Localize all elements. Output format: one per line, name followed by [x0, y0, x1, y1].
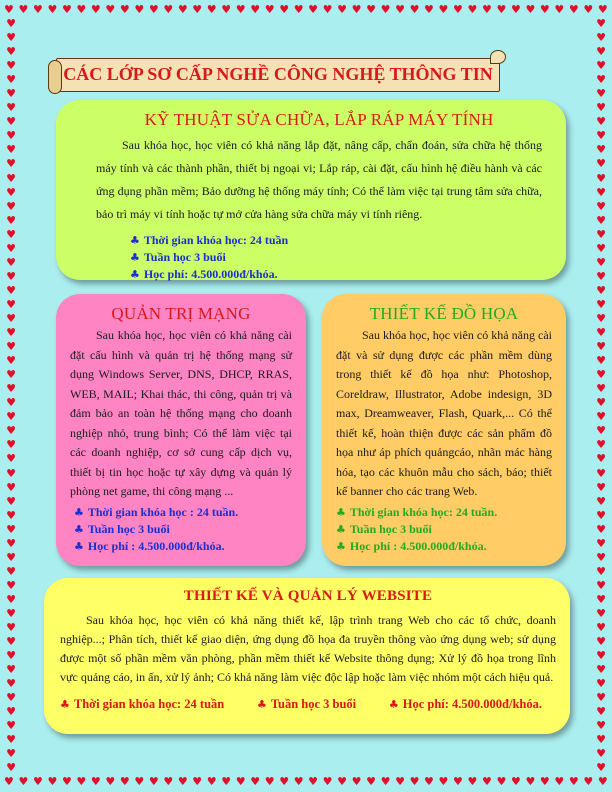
heart-icon: ♥	[597, 775, 608, 788]
heart-icon: ♥	[596, 494, 606, 508]
heart-icon: ♥	[6, 424, 16, 438]
heart-icon: ♥	[235, 775, 246, 788]
heart-icon: ♥	[596, 649, 606, 663]
heart-icon: ♥	[554, 3, 565, 16]
heart-icon: ♥	[6, 199, 16, 213]
heart-icon: ♥	[596, 31, 606, 45]
heart-icon: ♥	[568, 3, 579, 16]
heart-icon: ♥	[6, 621, 16, 635]
heart-icon: ♥	[568, 775, 579, 788]
heart-icon: ♥	[395, 775, 405, 788]
heart-icon: ♥	[250, 775, 261, 788]
heart-icon: ♥	[61, 3, 72, 16]
course-duration: ♣ Thời gian khóa học: 24 tuần.	[336, 504, 498, 519]
heart-icon: ♥	[380, 775, 391, 788]
course-card-graphic-design	[322, 294, 566, 566]
club-icon: ♣	[60, 698, 70, 711]
course-title: KỸ THUẬT SỬA CHỮA, LẮP RÁP MÁY TÍNH	[144, 110, 494, 129]
course-description: Sau khóa học, học viên có khả năng cài đặt và sử dụng được các phần mềm dùng trong thiết kế đồ họa như: Photoshop, Coreldraw, Illustrator, Adobe indesign, 3D max, Dreamweaver, Flash, Quark,... Có thể thiết kế, hoàn thiện được các sản phẩm đồ họa như áp phích quảngcáo, nhãn mác hàng hóa, tạo các khuôn mẫu cho sách, báo; thiết kế banner cho các trang Web.	[336, 328, 552, 498]
heart-icon: ♥	[6, 761, 16, 775]
heart-icon: ♥	[6, 129, 16, 143]
heart-icon: ♥	[76, 775, 87, 788]
heart-icon: ♥	[6, 508, 16, 522]
heart-icon: ♥	[583, 775, 594, 788]
heart-icon: ♥	[596, 747, 606, 761]
heart-icon: ♥	[596, 733, 606, 747]
course-info-list	[74, 504, 292, 555]
heart-icon: ♥	[596, 466, 606, 480]
course-info-row	[60, 697, 556, 712]
heart-icon: ♥	[539, 3, 550, 16]
heart-icon: ♥	[6, 283, 16, 297]
heart-icon: ♥	[596, 171, 606, 185]
heart-icon: ♥	[596, 621, 606, 635]
heart-icon: ♥	[6, 536, 16, 550]
heart-icon: ♥	[221, 3, 232, 16]
course-fee: ♣ Học phí: 4.500.000đ/khóa.	[388, 697, 542, 711]
heart-icon: ♥	[467, 775, 478, 788]
heart-icon: ♥	[61, 775, 72, 788]
heart-icon: ♥	[308, 3, 319, 16]
heart-icon: ♥	[177, 775, 188, 788]
heart-icon: ♥	[6, 45, 16, 59]
heart-icon: ♥	[596, 592, 606, 606]
heart-icon: ♥	[6, 592, 16, 606]
club-icon: ♣	[256, 698, 267, 711]
heart-icon: ♥	[596, 143, 606, 157]
heart-icon: ♥	[206, 3, 217, 16]
heart-icon: ♥	[163, 775, 174, 788]
heart-icon: ♥	[6, 269, 16, 283]
heart-icon: ♥	[76, 3, 87, 16]
heart-icon: ♥	[380, 3, 391, 16]
heart-icon: ♥	[366, 775, 376, 788]
heart-icon: ♥	[596, 705, 606, 719]
heart-icon: ♥	[105, 3, 116, 16]
heart-icon: ♥	[351, 775, 362, 788]
heart-icon: ♥	[6, 354, 16, 368]
heart-border-right	[595, 18, 607, 774]
course-title: THIẾT KẾ VÀ QUẢN LÝ WEBSITE	[183, 588, 433, 604]
heart-icon: ♥	[90, 775, 101, 788]
course-title: THIẾT KẾ ĐỒ HỌA	[369, 304, 519, 323]
heart-icon: ♥	[596, 87, 606, 101]
course-duration: ♣ Thời gian khóa học: 24 tuần	[60, 697, 225, 711]
heart-icon: ♥	[6, 522, 16, 536]
heart-icon: ♥	[293, 3, 304, 16]
heart-icon: ♥	[596, 129, 606, 143]
heart-border-left	[5, 18, 17, 774]
heart-icon: ♥	[438, 3, 449, 16]
heart-icon: ♥	[6, 213, 16, 227]
heart-icon: ♥	[366, 3, 376, 16]
heart-icon: ♥	[6, 578, 16, 592]
heart-icon: ♥	[596, 438, 606, 452]
club-icon: ♣	[74, 522, 84, 536]
heart-icon: ♥	[264, 775, 275, 788]
course-description: Sau khóa học, học viên có khả năng lắp đặt, nâng cấp, chẩn đoán, sửa chữa hệ thống máy tính và các thành phần, thiết bị ngoại vi; Lắp ráp, cài đặt, cấu hình hệ điều hành và các ứng dụng phần mềm; Bảo dưỡng hệ thống máy tính; Có thể làm việc tại trung tâm sửa chữa, bảo trì máy vi tính hoặc tự mở cửa hàng sửa chữa máy vi tính riêng.	[96, 138, 542, 221]
heart-icon: ♥	[18, 775, 29, 788]
heart-icon: ♥	[596, 761, 606, 775]
heart-icon: ♥	[596, 255, 606, 269]
heart-icon: ♥	[6, 550, 16, 564]
heart-icon: ♥	[235, 3, 246, 16]
heart-icon: ♥	[279, 775, 290, 788]
heart-icon: ♥	[148, 775, 159, 788]
heart-icon: ♥	[322, 775, 333, 788]
heart-icon: ♥	[6, 115, 16, 129]
heart-icon: ♥	[6, 227, 16, 241]
heart-icon: ♥	[119, 775, 130, 788]
heart-icon: ♥	[6, 255, 16, 269]
heart-icon: ♥	[438, 775, 449, 788]
course-card-web-design	[44, 578, 570, 734]
heart-icon: ♥	[119, 3, 130, 16]
heart-icon: ♥	[6, 438, 16, 452]
scroll-curl-left	[48, 60, 62, 94]
course-info-list	[130, 232, 542, 283]
heart-icon: ♥	[6, 396, 16, 410]
heart-icon: ♥	[596, 663, 606, 677]
heart-icon: ♥	[596, 115, 606, 129]
heart-icon: ♥	[308, 775, 319, 788]
heart-icon: ♥	[596, 480, 606, 494]
heart-icon: ♥	[596, 213, 606, 227]
heart-icon: ♥	[6, 311, 16, 325]
heart-icon: ♥	[337, 3, 348, 16]
heart-icon: ♥	[596, 536, 606, 550]
course-description: Sau khóa học, học viên có khả năng cài đặt cấu hình và quản trị hệ thống mạng sử dụng Windows Server, DNS, DHCP, RRAS, WEB, MAIL; Khai thác, thi công, quản trị và đảm bảo an toàn hệ thống mạng cho doanh nghiệp nhỏ, trung bình; Có thể làm việc tại các doanh nghiệp, cơ sở cung cấp dịch vụ, thiết bị tin học hoặc tự xây dựng và quản lý phòng net game, thi công mạng ...	[70, 328, 292, 498]
course-schedule: ♣ Tuần học 3 buổi	[256, 697, 357, 711]
heart-icon: ♥	[221, 775, 232, 788]
heart-icon: ♥	[596, 606, 606, 620]
heart-icon: ♥	[32, 775, 43, 788]
club-icon: ♣	[336, 522, 346, 536]
heart-icon: ♥	[554, 775, 565, 788]
heart-icon: ♥	[596, 199, 606, 213]
heart-icon: ♥	[6, 326, 16, 340]
heart-icon: ♥	[510, 775, 521, 788]
course-fee: ♣ Học phí : 4.500.000đ/khóa.	[336, 538, 487, 553]
heart-icon: ♥	[409, 775, 420, 788]
heart-icon: ♥	[596, 719, 606, 733]
heart-icon: ♥	[6, 606, 16, 620]
heart-icon: ♥	[525, 3, 536, 16]
title-banner	[48, 56, 500, 92]
heart-icon: ♥	[596, 340, 606, 354]
heart-icon: ♥	[596, 227, 606, 241]
heart-icon: ♥	[6, 185, 16, 199]
heart-icon: ♥	[6, 59, 16, 73]
heart-icon: ♥	[6, 171, 16, 185]
heart-icon: ♥	[6, 340, 16, 354]
heart-icon: ♥	[47, 775, 58, 788]
heart-icon: ♥	[6, 719, 16, 733]
course-schedule: ♣ Tuần học 3 buổi	[336, 521, 432, 536]
heart-icon: ♥	[596, 59, 606, 73]
heart-icon: ♥	[467, 3, 478, 16]
heart-icon: ♥	[596, 354, 606, 368]
heart-icon: ♥	[47, 3, 58, 16]
course-card-network-admin	[56, 294, 306, 566]
heart-icon: ♥	[322, 3, 333, 16]
heart-icon: ♥	[596, 578, 606, 592]
heart-icon: ♥	[6, 17, 16, 30]
heart-icon: ♥	[596, 283, 606, 297]
heart-icon: ♥	[6, 368, 16, 382]
heart-icon: ♥	[596, 368, 606, 382]
heart-icon: ♥	[596, 677, 606, 691]
heart-icon: ♥	[264, 3, 275, 16]
heart-icon: ♥	[596, 297, 606, 311]
course-schedule: ♣ Tuần học 3 buổi	[130, 250, 226, 264]
heart-icon: ♥	[6, 747, 16, 761]
scroll-curl-top	[490, 50, 506, 64]
heart-icon: ♥	[596, 241, 606, 255]
heart-border-bottom	[4, 776, 608, 788]
heart-icon: ♥	[192, 775, 203, 788]
heart-icon: ♥	[6, 663, 16, 677]
heart-icon: ♥	[596, 269, 606, 283]
club-icon: ♣	[336, 505, 346, 519]
heart-icon: ♥	[6, 649, 16, 663]
heart-icon: ♥	[424, 775, 434, 788]
course-duration: ♣ Thời gian khóa học : 24 tuần.	[74, 504, 239, 519]
club-icon: ♣	[130, 251, 140, 264]
heart-icon: ♥	[4, 3, 14, 16]
heart-icon: ♥	[597, 3, 608, 16]
heart-icon: ♥	[496, 775, 507, 788]
heart-icon: ♥	[596, 691, 606, 705]
heart-icon: ♥	[6, 480, 16, 494]
heart-icon: ♥	[453, 3, 463, 16]
course-title: QUẢN TRỊ MẠNG	[111, 304, 251, 323]
heart-icon: ♥	[453, 775, 463, 788]
course-info-list	[336, 504, 552, 555]
heart-icon: ♥	[596, 326, 606, 340]
heart-icon: ♥	[481, 775, 492, 788]
heart-icon: ♥	[596, 508, 606, 522]
heart-icon: ♥	[583, 3, 594, 16]
heart-icon: ♥	[6, 410, 16, 424]
heart-icon: ♥	[6, 297, 16, 311]
heart-icon: ♥	[18, 3, 29, 16]
heart-icon: ♥	[596, 311, 606, 325]
heart-icon: ♥	[596, 522, 606, 536]
club-icon: ♣	[130, 268, 140, 281]
course-duration: ♣ Thời gian khóa học: 24 tuần	[130, 233, 289, 247]
heart-icon: ♥	[6, 87, 16, 101]
course-fee: ♣ Học phí : 4.500.000đ/khóa.	[74, 538, 225, 553]
heart-icon: ♥	[596, 564, 606, 578]
heart-icon: ♥	[424, 3, 434, 16]
heart-icon: ♥	[6, 73, 16, 87]
heart-icon: ♥	[206, 775, 217, 788]
heart-icon: ♥	[6, 564, 16, 578]
club-icon: ♣	[130, 234, 140, 247]
heart-icon: ♥	[134, 775, 145, 788]
club-icon: ♣	[336, 539, 346, 553]
course-card-computer-repair	[56, 100, 566, 280]
heart-icon: ♥	[409, 3, 420, 16]
heart-icon: ♥	[32, 3, 43, 16]
heart-icon: ♥	[596, 185, 606, 199]
heart-icon: ♥	[6, 691, 16, 705]
heart-icon: ♥	[148, 3, 159, 16]
heart-icon: ♥	[6, 382, 16, 396]
page-title: CÁC LỚP SƠ CẤP NGHỀ CÔNG NGHỆ THÔNG TIN	[63, 64, 493, 84]
heart-icon: ♥	[6, 157, 16, 171]
heart-icon: ♥	[351, 3, 362, 16]
heart-icon: ♥	[6, 635, 16, 649]
heart-icon: ♥	[6, 143, 16, 157]
heart-icon: ♥	[481, 3, 492, 16]
heart-icon: ♥	[6, 241, 16, 255]
heart-icon: ♥	[6, 705, 16, 719]
heart-icon: ♥	[596, 101, 606, 115]
heart-icon: ♥	[177, 3, 188, 16]
heart-icon: ♥	[163, 3, 174, 16]
heart-icon: ♥	[337, 775, 348, 788]
heart-icon: ♥	[293, 775, 304, 788]
heart-icon: ♥	[279, 3, 290, 16]
heart-icon: ♥	[539, 775, 550, 788]
heart-icon: ♥	[596, 424, 606, 438]
heart-icon: ♥	[596, 45, 606, 59]
heart-icon: ♥	[192, 3, 203, 16]
heart-icon: ♥	[496, 3, 507, 16]
heart-icon: ♥	[596, 635, 606, 649]
heart-icon: ♥	[6, 466, 16, 480]
heart-icon: ♥	[4, 775, 14, 788]
heart-icon: ♥	[90, 3, 101, 16]
heart-icon: ♥	[510, 3, 521, 16]
heart-icon: ♥	[596, 410, 606, 424]
heart-icon: ♥	[395, 3, 405, 16]
course-schedule: ♣ Tuần học 3 buổi	[74, 521, 170, 536]
heart-icon: ♥	[134, 3, 145, 16]
heart-icon: ♥	[596, 73, 606, 87]
heart-icon: ♥	[596, 17, 606, 30]
heart-icon: ♥	[596, 157, 606, 171]
heart-icon: ♥	[596, 452, 606, 466]
heart-icon: ♥	[596, 396, 606, 410]
heart-icon: ♥	[596, 550, 606, 564]
heart-icon: ♥	[6, 733, 16, 747]
heart-icon: ♥	[105, 775, 116, 788]
club-icon: ♣	[388, 698, 399, 711]
heart-icon: ♥	[6, 677, 16, 691]
heart-icon: ♥	[525, 775, 536, 788]
heart-border-top	[4, 4, 608, 16]
heart-icon: ♥	[6, 494, 16, 508]
heart-icon: ♥	[6, 452, 16, 466]
heart-icon: ♥	[250, 3, 261, 16]
heart-icon: ♥	[6, 101, 16, 115]
course-fee: ♣ Học phí: 4.500.000đ/khóa.	[130, 267, 278, 281]
heart-icon: ♥	[6, 31, 16, 45]
heart-icon: ♥	[596, 382, 606, 396]
club-icon: ♣	[74, 505, 84, 519]
course-description: Sau khóa học, học viên có khả năng thiết kế, lập trình trang Web cho các tổ chức, doanh nghiệp...; Phân tích, thiết kế giao diện, ứng dụng đồ họa đa truyền thông vào ứng dụng web; sử dụng được một số phần mềm văn phòng, phần mềm thiết kế Website thông dụng; Xử lý đồ họa trong lĩnh vực quảng cáo, in ấn, xử lý ảnh; Có khả năng làm việc độc lập hoặc làm việc nhóm một cách hiệu quả.	[60, 613, 556, 684]
club-icon: ♣	[74, 539, 84, 553]
